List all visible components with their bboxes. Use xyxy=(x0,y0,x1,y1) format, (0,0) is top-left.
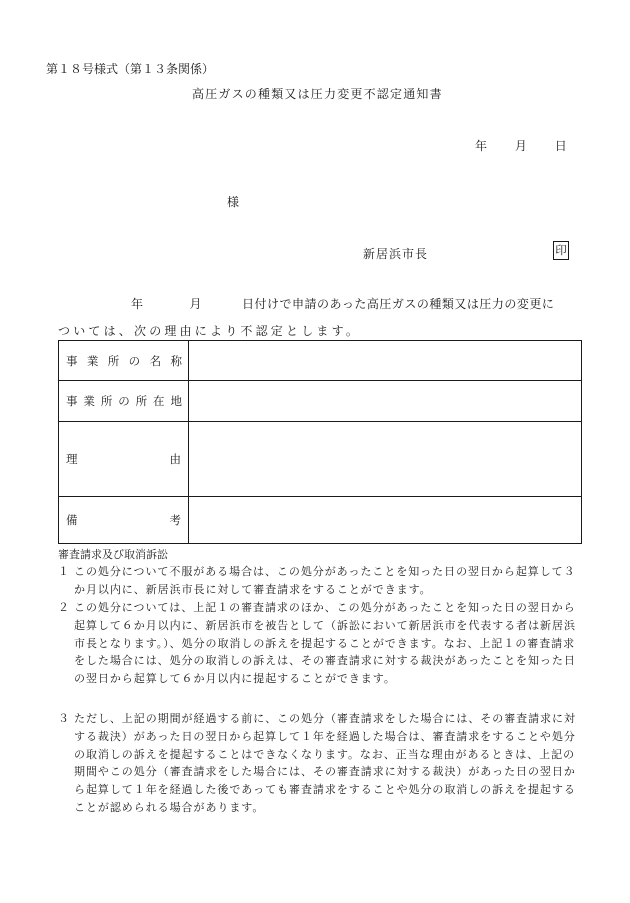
notice-item-text: ただし、上記の期間が経過する前に、この処分（審査請求をした場合には、その審査請求に対する裁決）があった日の翌日から起算して１年を経過した場合は、審査請求をすることや処分の取消しの訴えを提起することはできなくなります。なお、正当な理由があるときは、上記の期間やこの処分（審査請求をした場合には、その審査請求に対する裁決）があった日の翌日から起算して１年を経過した後であっても審査請求をすることや処分の取消しの訴えを提起することが認められる場合があります。 xyxy=(74,712,576,814)
table-label-char: 地 xyxy=(170,394,182,408)
date-line xyxy=(475,137,567,154)
intro-line-1 xyxy=(131,295,554,312)
table-label-char: 称 xyxy=(170,353,182,368)
notice-heading: 審査請求及び取消訴訟 xyxy=(58,548,168,561)
notice-item-number: ３ xyxy=(58,712,70,725)
table-label-char: 所 xyxy=(100,394,113,408)
table-row xyxy=(59,422,582,497)
table-label-char: の xyxy=(128,353,141,368)
notice-item xyxy=(58,710,586,817)
notice-item-text: この処分について不服がある場合は、この処分があったことを知った日の翌日から起算して３か月以内に、新居浜市長に対して審査請求をすることができます。 xyxy=(74,565,576,596)
label-office-address xyxy=(59,381,189,422)
addressee-suffix: 様 xyxy=(227,195,240,209)
table-label-char: の xyxy=(118,394,130,408)
notice-item xyxy=(58,563,586,599)
document-title: 高圧ガスの種類又は圧力変更不認定通知書 xyxy=(192,87,443,101)
issuer-name: 新居浜市長 xyxy=(363,247,429,261)
form-number: 第１８号様式（第１３条関係） xyxy=(46,62,215,76)
table-label-char: 名 xyxy=(149,353,162,368)
value-reason xyxy=(189,422,582,497)
date-year-label: 年 xyxy=(475,139,488,153)
value-remarks xyxy=(189,497,582,544)
table-row xyxy=(59,497,582,544)
table-label-char: 備 xyxy=(66,513,78,527)
table-label-char: 事 xyxy=(66,353,78,368)
table-label-char: 在 xyxy=(153,394,165,408)
table-label-char: 事 xyxy=(66,394,78,408)
label-reason xyxy=(59,422,189,497)
date-day-label: 日 xyxy=(554,139,567,153)
notice-item xyxy=(58,599,586,688)
table-label-char: 所 xyxy=(107,353,120,368)
table-label-char: 所 xyxy=(135,394,148,408)
intro-month-label: 月 xyxy=(189,297,203,311)
value-office-address xyxy=(189,381,582,422)
label-office-name xyxy=(59,341,189,381)
table-label-char: 考 xyxy=(169,513,181,527)
notice-item-number: ２ xyxy=(58,601,70,614)
table-label-char: 業 xyxy=(83,394,95,408)
label-remarks xyxy=(59,497,189,544)
notice-item-text: この処分については、上記１の審査請求のほか、この処分があったことを知った日の翌日から起算して６か月以内に、新居浜市を被告として（訴訟において新居浜市を代表する者は新居浜市長となります。）、処分の取消しの訴えを提起することができます。なお、上記１の審査請求をした場合には、処分の取消しの訴えは、その審査請求に対する裁決があったことを知った日の翌日から起算して６か月以内に提起することができます。 xyxy=(74,601,576,686)
notice-item-number: １ xyxy=(58,565,70,578)
table-label-char: 由 xyxy=(169,452,181,466)
value-office-name xyxy=(189,341,582,381)
table-row xyxy=(59,381,582,422)
seal-box: 印 xyxy=(553,241,569,260)
intro-line-2: ついては、次の理由により不認定とします。 xyxy=(58,324,362,338)
table-row xyxy=(59,341,582,381)
table-label-char: 業 xyxy=(86,353,99,368)
date-month-label: 月 xyxy=(514,139,527,153)
intro-line1-text: 日付けで申請のあった高圧ガスの種類又は圧力の変更に xyxy=(242,297,555,311)
table-label-char: 理 xyxy=(66,452,78,466)
intro-year-label: 年 xyxy=(131,297,144,311)
info-table xyxy=(58,340,582,544)
